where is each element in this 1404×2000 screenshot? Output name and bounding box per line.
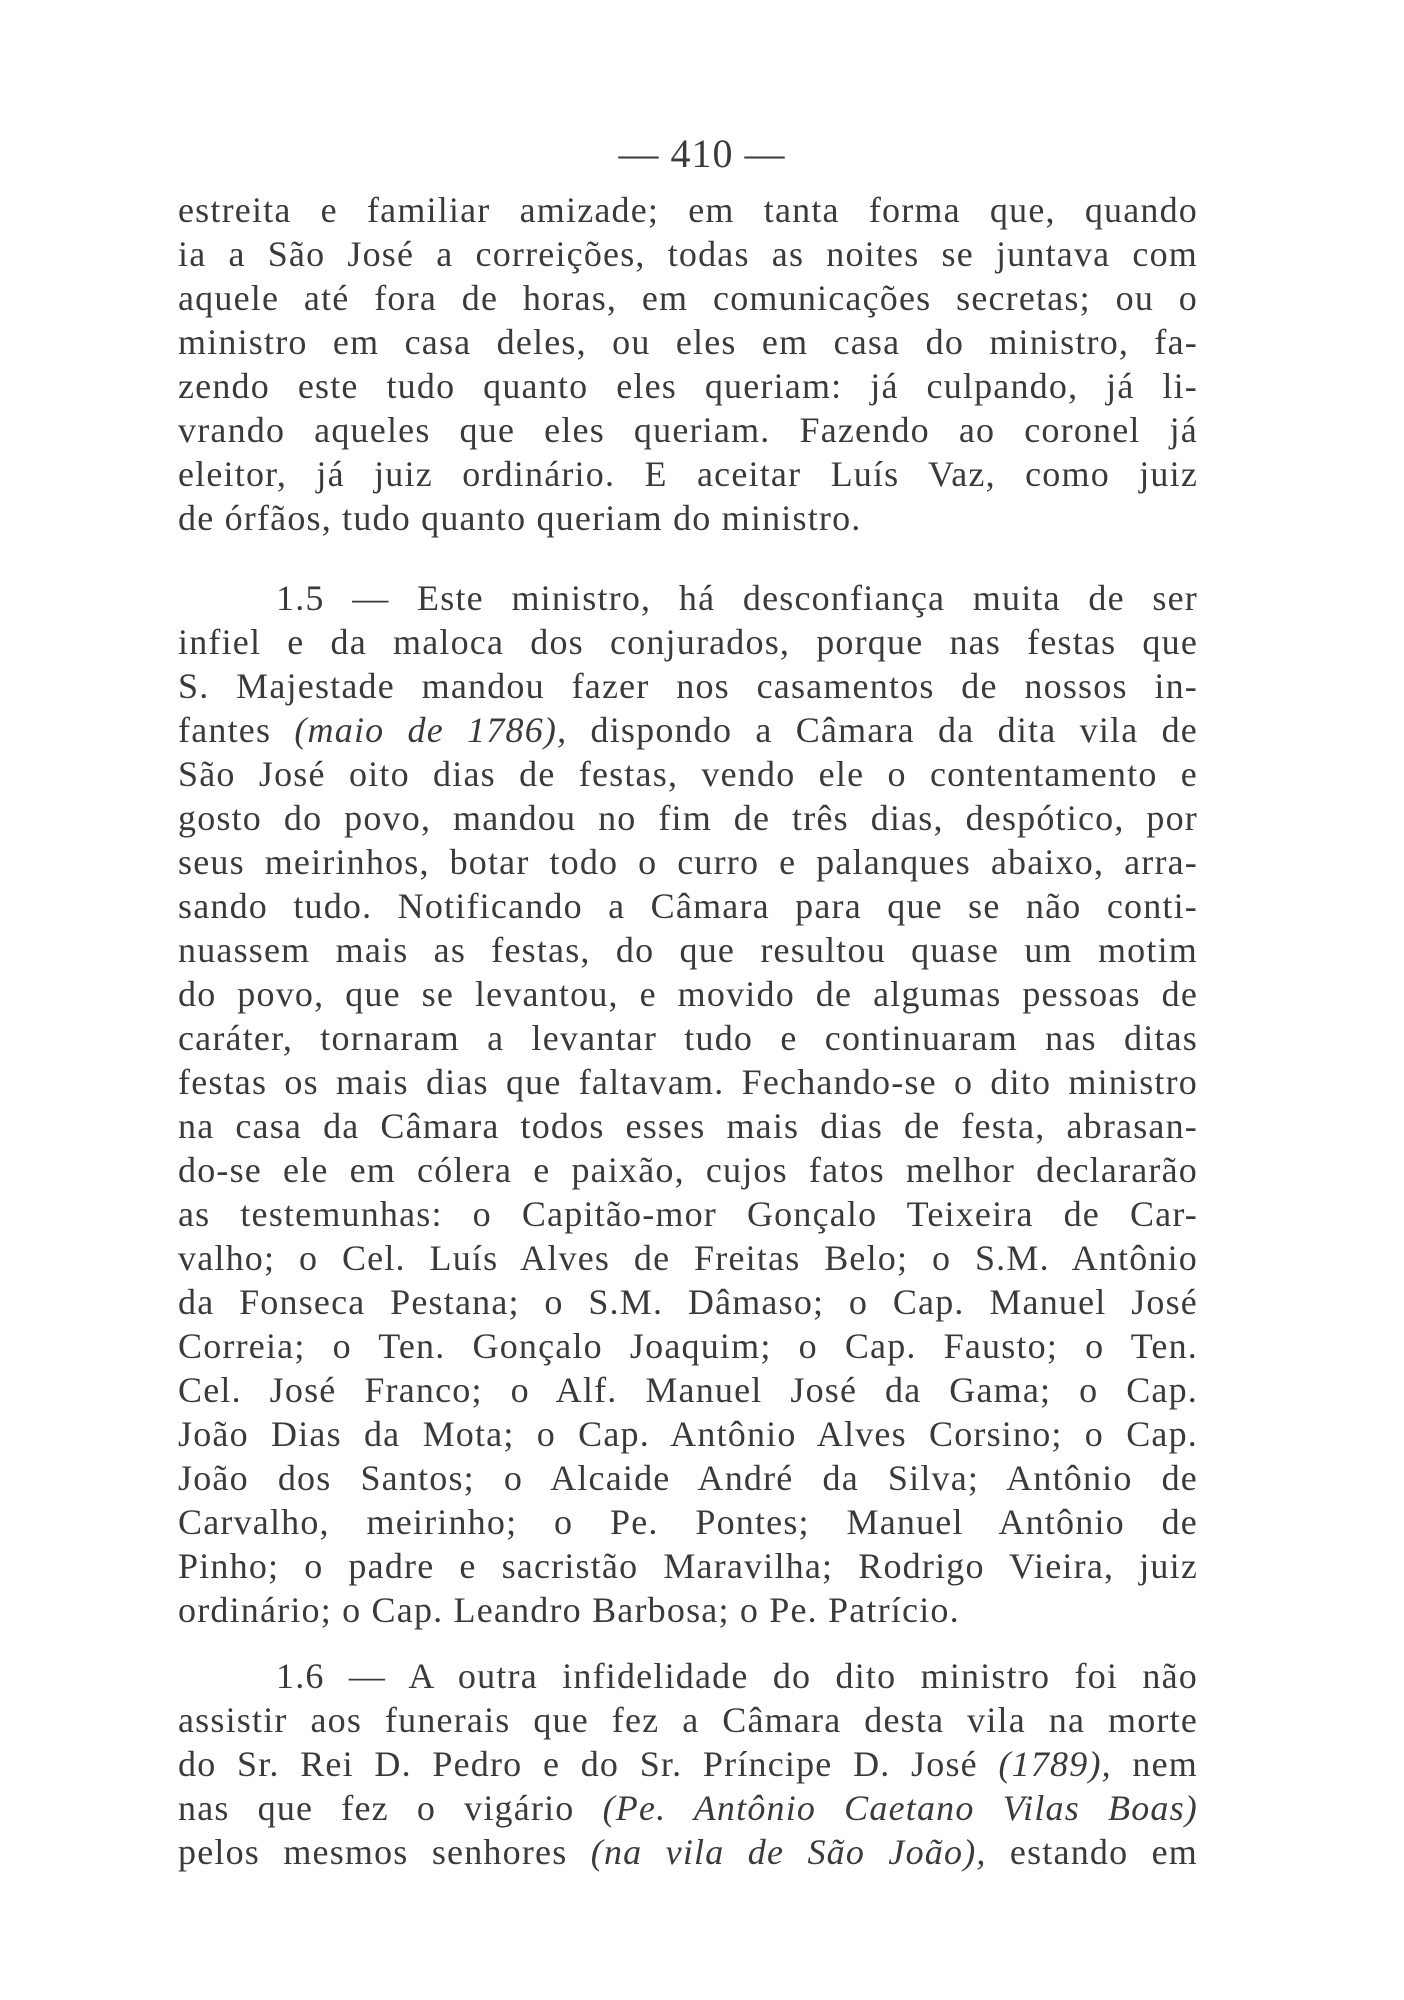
paragraph-1 <box>178 188 1198 540</box>
text-line: vrando aqueles que eles queriam. Fazendo ao coronel já <box>178 410 1198 450</box>
text-line: assistir aos funerais que fez a Câmara desta vila na morte <box>178 1700 1198 1740</box>
text-line: festas os mais dias que faltavam. Fechando-se o dito ministro <box>178 1062 1198 1102</box>
text-line: seus meirinhos, botar todo o curro e palanques abaixo, arra- <box>178 842 1198 882</box>
text-line: na casa da Câmara todos esses mais dias de festa, abrasan- <box>178 1106 1198 1146</box>
text-line: aquele até fora de horas, em comunicações secretas; ou o <box>178 278 1198 318</box>
text-line <box>178 1742 1198 1786</box>
paragraph-1-6 <box>178 1654 1198 1874</box>
italic-segment: (1789), <box>998 1744 1112 1784</box>
text-line: caráter, tornaram a levantar tudo e continuaram nas ditas <box>178 1018 1198 1058</box>
text-line: João Dias da Mota; o Cap. Antônio Alves Corsino; o Cap. <box>178 1414 1198 1454</box>
text-line: ia a São José a correições, todas as noites se juntava com <box>178 234 1198 274</box>
text-segment: nas que fez o vigário <box>178 1788 603 1828</box>
text-line <box>178 708 1198 752</box>
text-segment: nem <box>1111 1744 1199 1784</box>
text-line: Correia; o Ten. Gonçalo Joaquim; o Cap. Fausto; o Ten. <box>178 1326 1198 1366</box>
text-line: Pinho; o padre e sacristão Maravilha; Rodrigo Vieira, juiz <box>178 1546 1198 1586</box>
text-line: do-se ele em cólera e paixão, cujos fatos melhor declararão <box>178 1150 1198 1190</box>
text-line: ordinário; o Cap. Leandro Barbosa; o Pe. Patrício. <box>178 1590 960 1630</box>
text-line <box>178 1830 1198 1874</box>
text-line: 1.5 — Este ministro, há desconfiança muita de ser <box>276 578 1198 618</box>
text-line: sando tudo. Notificando a Câmara para que se não conti- <box>178 886 1198 926</box>
text-line: estreita e familiar amizade; em tanta forma que, quando <box>178 190 1198 230</box>
text-segment: pelos mesmos senhores <box>178 1832 591 1872</box>
page-number: — 410 — <box>618 131 786 176</box>
paragraph-1-5 <box>178 576 1198 1632</box>
text-line: Carvalho, meirinho; o Pe. Pontes; Manuel Antônio de <box>178 1502 1198 1542</box>
text-line: S. Majestade mandou fazer nos casamentos de nossos in- <box>178 666 1198 706</box>
italic-segment: (na vila de São João), <box>590 1832 987 1872</box>
text-line <box>178 1786 1198 1830</box>
italic-segment: (maio de 1786), <box>294 710 568 750</box>
text-line: eleitor, já juiz ordinário. E aceitar Luís Vaz, como juiz <box>178 454 1198 494</box>
text-line: nuassem mais as festas, do que resultou quase um motim <box>178 930 1198 970</box>
text-segment: fantes <box>178 710 295 750</box>
text-line: gosto do povo, mandou no fim de três dias, despótico, por <box>178 798 1198 838</box>
text-line: zendo este tudo quanto eles queriam: já culpando, já li- <box>178 366 1198 406</box>
text-line: de órfãos, tudo quanto queriam do ministro. <box>178 498 862 538</box>
text-segment: do Sr. Rei D. Pedro e do Sr. Príncipe D. José <box>178 1744 999 1784</box>
text-line: ministro em casa deles, ou eles em casa do ministro, fa- <box>178 322 1198 362</box>
text-line: as testemunhas: o Capitão-mor Gonçalo Teixeira de Car- <box>178 1194 1198 1234</box>
text-line: João dos Santos; o Alcaide André da Silva; Antônio de <box>178 1458 1198 1498</box>
text-segment: dispondo a Câmara da dita vila de <box>567 710 1198 750</box>
text-line: Cel. José Franco; o Alf. Manuel José da Gama; o Cap. <box>178 1370 1198 1410</box>
text-line: do povo, que se levantou, e movido de algumas pessoas de <box>178 974 1198 1014</box>
text-line: 1.6 — A outra infidelidade do dito ministro foi não <box>276 1656 1198 1696</box>
text-line: da Fonseca Pestana; o S.M. Dâmaso; o Cap. Manuel José <box>178 1282 1198 1322</box>
text-line: São José oito dias de festas, vendo ele o contentamento e <box>178 754 1198 794</box>
text-line: valho; o Cel. Luís Alves de Freitas Belo; o S.M. Antônio <box>178 1238 1198 1278</box>
italic-segment: (Pe. Antônio Caetano Vilas Boas) <box>602 1788 1198 1828</box>
text-segment: estando em <box>986 1832 1198 1872</box>
text-line: infiel e da maloca dos conjurados, porque nas festas que <box>178 622 1198 662</box>
